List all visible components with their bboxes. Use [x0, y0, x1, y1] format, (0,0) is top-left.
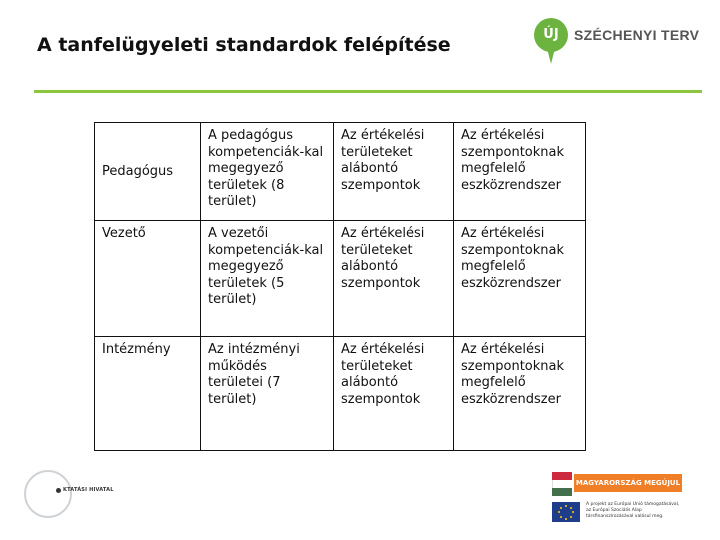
eu-flag-icon [552, 502, 580, 522]
table-cell: Az intézményi működés területei (7 terület) [201, 337, 334, 451]
magyarorszag-megujul-banner: MAGYARORSZÁG MEGÚJUL [574, 474, 682, 492]
oktatasi-hivatal-logo-text: KTATÁSI HIVATAL [63, 487, 114, 493]
row-header: Pedagógus [95, 123, 201, 221]
szechenyi-terv-logo-mark: ÚJ [534, 18, 568, 52]
table-cell: Az értékelési szempontoknak megfelelő eszközrendszer [454, 337, 586, 451]
szechenyi-terv-logo [534, 18, 700, 70]
logo-dot-icon [56, 488, 61, 493]
table-cell: Az értékelési területeket alábontó szempontok [334, 123, 454, 221]
table-cell: A pedagógus kompetenciák-kal megegyező területek (8 terület) [201, 123, 334, 221]
table-row [95, 123, 586, 221]
row-header: Vezető [95, 221, 201, 337]
table-cell: A vezetői kompetenciák-kal megegyező területek (5 terület) [201, 221, 334, 337]
eu-funding-logo [552, 472, 686, 526]
title-divider [34, 90, 702, 93]
standards-table [94, 122, 586, 451]
table-row [95, 221, 586, 337]
hungarian-flag-icon [552, 472, 572, 496]
page-title: A tanfelügyeleti standardok felépítése [37, 34, 451, 56]
logo-drop-icon [547, 48, 555, 64]
table-row [95, 337, 586, 451]
row-header: Intézmény [95, 337, 201, 451]
table-cell: Az értékelési szempontoknak megfelelő eszközrendszer [454, 123, 586, 221]
szechenyi-terv-logo-text: SZÉCHENYI TERV [574, 27, 700, 43]
eu-funding-text: A projekt az Európai Unió támogatásával, az Európai Szociális Alap társfinanszírozásával valósul meg. [586, 502, 680, 519]
oktatasi-hivatal-logo [24, 470, 124, 526]
logo-arc-icon [24, 470, 72, 518]
table-cell: Az értékelési területeket alábontó szempontok [334, 221, 454, 337]
table-cell: Az értékelési szempontoknak megfelelő eszközrendszer [454, 221, 586, 337]
table-cell: Az értékelési területeket alábontó szempontok [334, 337, 454, 451]
